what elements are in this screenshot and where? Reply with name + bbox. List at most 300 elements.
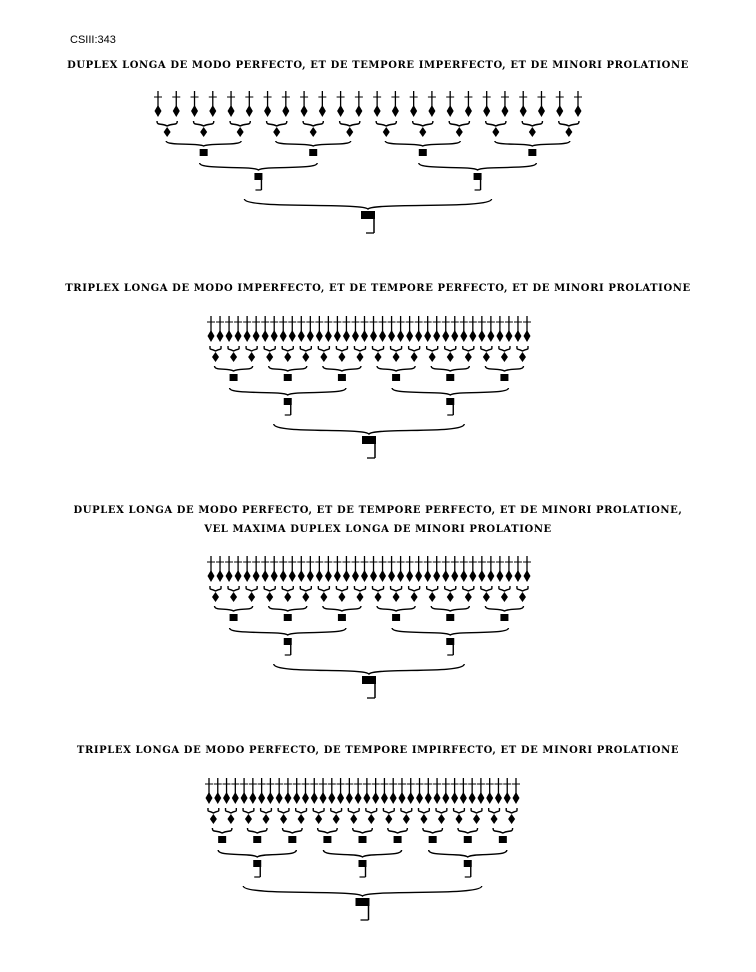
semibrevis-note bbox=[356, 592, 363, 602]
semibrevis-note bbox=[491, 814, 498, 824]
minim-note bbox=[374, 105, 381, 117]
semibrevis-note bbox=[320, 592, 327, 602]
minim-brace bbox=[413, 121, 433, 126]
minim-note bbox=[289, 570, 296, 582]
semibrevis-note bbox=[284, 352, 291, 362]
minim-note bbox=[343, 570, 350, 582]
minim-note bbox=[311, 792, 318, 804]
minim-note bbox=[253, 330, 260, 342]
brevis-note bbox=[288, 836, 296, 843]
semibrevis-note bbox=[411, 352, 418, 362]
brevis-brace bbox=[392, 388, 508, 395]
longa-brace bbox=[243, 886, 482, 896]
minim-brace bbox=[499, 346, 510, 351]
minim-note bbox=[307, 570, 314, 582]
minim-note bbox=[235, 570, 242, 582]
minim-note bbox=[328, 792, 335, 804]
minim-note bbox=[337, 792, 344, 804]
minim-note bbox=[258, 792, 265, 804]
minim-note bbox=[478, 570, 485, 582]
minim-note bbox=[355, 105, 362, 117]
minim-note bbox=[465, 105, 472, 117]
semibrevis-brace bbox=[431, 366, 469, 371]
semibrevis-note bbox=[456, 127, 463, 137]
minim-brace bbox=[517, 346, 528, 351]
brevis-note bbox=[500, 614, 508, 621]
minim-brace bbox=[340, 121, 360, 126]
brevis-note bbox=[338, 374, 346, 381]
minim-brace bbox=[318, 586, 329, 591]
semibrevis-note bbox=[419, 127, 426, 137]
longa-brace bbox=[244, 199, 491, 209]
minim-note bbox=[381, 792, 388, 804]
minim-note bbox=[334, 330, 341, 342]
brevis-note bbox=[218, 836, 226, 843]
minim-brace bbox=[318, 346, 329, 351]
semibrevis-brace bbox=[485, 366, 523, 371]
section-3-title-line-1: DUPLEX LONGA DE MODO PERFECTO, ET DE TEMPORE PERFECTO, ET DE MINORI PROLATIONE, bbox=[73, 505, 683, 516]
minim-note bbox=[538, 105, 545, 117]
minim-brace bbox=[348, 808, 359, 813]
minim-brace bbox=[463, 586, 474, 591]
minim-brace bbox=[522, 121, 542, 126]
longa-brace bbox=[274, 664, 465, 674]
minim-note bbox=[267, 792, 274, 804]
minim-note bbox=[451, 792, 458, 804]
semibrevis-brace bbox=[283, 828, 303, 833]
minim-note bbox=[487, 330, 494, 342]
minim-note bbox=[346, 792, 353, 804]
minim-note bbox=[447, 105, 454, 117]
minim-note bbox=[556, 105, 563, 117]
minim-note bbox=[363, 792, 370, 804]
minim-note bbox=[301, 105, 308, 117]
semibrevis-note bbox=[385, 814, 392, 824]
section-3-diagram bbox=[0, 550, 756, 700]
minim-note bbox=[575, 105, 582, 117]
minim-note bbox=[520, 105, 527, 117]
minim-note bbox=[433, 330, 440, 342]
minim-note bbox=[406, 330, 413, 342]
minim-note bbox=[361, 570, 368, 582]
minim-note bbox=[241, 792, 248, 804]
longa-note bbox=[359, 860, 367, 867]
longa-note bbox=[284, 398, 292, 405]
minim-note bbox=[337, 105, 344, 117]
brevis-note bbox=[323, 836, 331, 843]
minim-note bbox=[495, 792, 502, 804]
minim-note bbox=[505, 330, 512, 342]
minim-brace bbox=[445, 346, 456, 351]
minim-note bbox=[264, 105, 271, 117]
minim-note bbox=[460, 792, 467, 804]
section-4-title: TRIPLEX LONGA DE MODO PERFECTO, DE TEMPORE IMPIRFECTO, ET DE MINORI PROLATIONE bbox=[76, 745, 680, 756]
minim-brace bbox=[336, 586, 347, 591]
semibrevis-brace bbox=[423, 828, 443, 833]
minim-note bbox=[442, 570, 449, 582]
longa-note bbox=[254, 173, 262, 180]
minim-note bbox=[433, 570, 440, 582]
semibrevis-note bbox=[302, 352, 309, 362]
semibrevis-note bbox=[302, 592, 309, 602]
semibrevis-brace bbox=[388, 828, 408, 833]
minim-note bbox=[262, 570, 269, 582]
semibrevis-note bbox=[266, 592, 273, 602]
minim-note bbox=[155, 105, 162, 117]
semibrevis-note bbox=[519, 352, 526, 362]
semibrevis-note bbox=[280, 814, 287, 824]
minim-brace bbox=[300, 346, 311, 351]
maxima-note bbox=[361, 211, 375, 219]
brevis-note bbox=[500, 374, 508, 381]
semibrevis-note bbox=[230, 352, 237, 362]
minim-note bbox=[424, 570, 431, 582]
semibrevis-brace bbox=[215, 606, 253, 611]
semibrevis-note bbox=[455, 814, 462, 824]
minim-brace bbox=[228, 586, 239, 591]
semibrevis-brace bbox=[323, 366, 361, 371]
minim-note bbox=[460, 330, 467, 342]
semibrevis-note bbox=[284, 592, 291, 602]
semibrevis-note bbox=[403, 814, 410, 824]
minim-brace bbox=[267, 121, 287, 126]
semibrevis-note bbox=[310, 127, 317, 137]
minim-note bbox=[262, 330, 269, 342]
minim-brace bbox=[463, 346, 474, 351]
semibrevis-note bbox=[438, 814, 445, 824]
semibrevis-brace bbox=[377, 606, 415, 611]
minim-note bbox=[398, 792, 405, 804]
semibrevis-brace bbox=[212, 828, 232, 833]
minim-note bbox=[355, 792, 362, 804]
minim-note bbox=[284, 792, 291, 804]
minim-brace bbox=[401, 808, 412, 813]
minim-note bbox=[469, 330, 476, 342]
minim-brace bbox=[208, 808, 219, 813]
minim-brace bbox=[409, 586, 420, 591]
semibrevis-brace bbox=[377, 366, 415, 371]
minim-note bbox=[249, 792, 256, 804]
page-reference: CSIII:343 bbox=[70, 34, 116, 46]
semibrevis-note bbox=[508, 814, 515, 824]
longa-brace bbox=[274, 424, 465, 434]
minim-note bbox=[397, 330, 404, 342]
minim-brace bbox=[354, 586, 365, 591]
minim-note bbox=[325, 330, 332, 342]
brevis-note bbox=[200, 149, 208, 156]
semibrevis-note bbox=[237, 127, 244, 137]
minim-note bbox=[307, 330, 314, 342]
minim-brace bbox=[194, 121, 214, 126]
minim-note bbox=[223, 792, 230, 804]
semibrevis-note bbox=[298, 814, 305, 824]
minim-brace bbox=[354, 346, 365, 351]
minim-brace bbox=[454, 808, 465, 813]
semibrevis-note bbox=[230, 592, 237, 602]
minim-note bbox=[416, 792, 423, 804]
semibrevis-note bbox=[383, 127, 390, 137]
minim-note bbox=[514, 570, 521, 582]
semibrevis-brace bbox=[353, 828, 373, 833]
minim-note bbox=[478, 330, 485, 342]
semibrevis-note bbox=[393, 352, 400, 362]
minim-brace bbox=[264, 586, 275, 591]
brevis-note bbox=[419, 149, 427, 156]
semibrevis-brace bbox=[318, 828, 338, 833]
minim-brace bbox=[486, 121, 506, 126]
semibrevis-note bbox=[565, 127, 572, 137]
minim-brace bbox=[445, 586, 456, 591]
brevis-note bbox=[309, 149, 317, 156]
minim-note bbox=[524, 570, 531, 582]
longa-note bbox=[446, 638, 454, 645]
minim-note bbox=[282, 105, 289, 117]
minim-note bbox=[214, 792, 221, 804]
minim-brace bbox=[261, 808, 272, 813]
minim-note bbox=[244, 330, 251, 342]
minim-brace bbox=[210, 346, 221, 351]
minim-note bbox=[226, 330, 233, 342]
minim-note bbox=[228, 105, 235, 117]
brevis-note bbox=[464, 836, 472, 843]
section-3-title-line-2: VEL MAXIMA DUPLEX LONGA DE MINORI PROLATIONE bbox=[204, 524, 552, 535]
minim-brace bbox=[264, 346, 275, 351]
minim-brace bbox=[383, 808, 394, 813]
minim-note bbox=[206, 792, 213, 804]
minim-note bbox=[392, 105, 399, 117]
semibrevis-note bbox=[375, 352, 382, 362]
minim-brace bbox=[376, 121, 396, 126]
minim-note bbox=[370, 570, 377, 582]
brevis-note bbox=[284, 374, 292, 381]
minim-note bbox=[388, 330, 395, 342]
minim-note bbox=[289, 330, 296, 342]
semibrevis-note bbox=[210, 814, 217, 824]
minim-brace bbox=[296, 808, 307, 813]
brevis-note bbox=[394, 836, 402, 843]
section-1-title: DUPLEX LONGA DE MODO PERFECTO, ET DE TEMPORE IMPERFECTO, ET DE MINORI PROLATIONE bbox=[67, 60, 689, 71]
semibrevis-brace bbox=[458, 828, 478, 833]
semibrevis-note bbox=[164, 127, 171, 137]
semibrevis-note bbox=[375, 592, 382, 602]
minim-brace bbox=[228, 346, 239, 351]
brevis-note bbox=[284, 614, 292, 621]
minim-note bbox=[320, 792, 327, 804]
brevis-note bbox=[359, 836, 367, 843]
semibrevis-note bbox=[273, 127, 280, 137]
minim-note bbox=[397, 570, 404, 582]
minim-brace bbox=[427, 586, 438, 591]
longa-note bbox=[446, 398, 454, 405]
semibrevis-note bbox=[492, 127, 499, 137]
minim-note bbox=[487, 570, 494, 582]
brevis-note bbox=[392, 614, 400, 621]
minim-brace bbox=[303, 121, 323, 126]
minim-note bbox=[483, 105, 490, 117]
semibrevis-note bbox=[429, 352, 436, 362]
semibrevis-note bbox=[411, 592, 418, 602]
minim-brace bbox=[278, 808, 289, 813]
semibrevis-note bbox=[333, 814, 340, 824]
longa-note bbox=[284, 638, 292, 645]
minim-brace bbox=[246, 586, 257, 591]
section-1-diagram bbox=[0, 85, 756, 235]
semibrevis-note bbox=[227, 814, 234, 824]
minim-brace bbox=[471, 808, 482, 813]
minim-note bbox=[244, 570, 251, 582]
minim-note bbox=[477, 792, 484, 804]
brevis-note bbox=[446, 614, 454, 621]
minim-note bbox=[451, 570, 458, 582]
minim-brace bbox=[282, 586, 293, 591]
minim-note bbox=[271, 570, 278, 582]
semibrevis-note bbox=[315, 814, 322, 824]
semibrevis-note bbox=[420, 814, 427, 824]
semibrevis-brace bbox=[493, 828, 513, 833]
minim-note bbox=[524, 330, 531, 342]
minim-brace bbox=[373, 586, 384, 591]
longa-note bbox=[464, 860, 472, 867]
semibrevis-brace bbox=[166, 141, 241, 146]
section-4-diagram bbox=[0, 772, 756, 932]
brevis-brace bbox=[230, 388, 346, 395]
minim-note bbox=[334, 570, 341, 582]
section-2-title: TRIPLEX LONGA DE MODO IMPERFECTO, ET DE TEMPORE PERFECTO, ET DE MINORI PROLATIONE bbox=[65, 283, 691, 294]
semibrevis-note bbox=[212, 352, 219, 362]
brevis-brace bbox=[392, 628, 508, 635]
semibrevis-note bbox=[200, 127, 207, 137]
minim-note bbox=[410, 105, 417, 117]
minim-note bbox=[424, 330, 431, 342]
minim-note bbox=[415, 570, 422, 582]
minim-note bbox=[379, 330, 386, 342]
brevis-note bbox=[446, 374, 454, 381]
minim-brace bbox=[157, 121, 177, 126]
minim-note bbox=[302, 792, 309, 804]
minim-note bbox=[469, 570, 476, 582]
semibrevis-note bbox=[447, 592, 454, 602]
minim-brace bbox=[313, 808, 324, 813]
semibrevis-note bbox=[346, 127, 353, 137]
minim-brace bbox=[366, 808, 377, 813]
minim-brace bbox=[481, 586, 492, 591]
minim-brace bbox=[481, 346, 492, 351]
semibrevis-note bbox=[245, 814, 252, 824]
minim-note bbox=[217, 330, 224, 342]
brevis-note bbox=[429, 836, 437, 843]
minim-note bbox=[298, 330, 305, 342]
minim-note bbox=[496, 570, 503, 582]
minim-note bbox=[352, 570, 359, 582]
longa-note bbox=[474, 173, 482, 180]
semibrevis-note bbox=[368, 814, 375, 824]
semibrevis-note bbox=[501, 352, 508, 362]
semibrevis-note bbox=[266, 352, 273, 362]
semibrevis-note bbox=[483, 592, 490, 602]
minim-brace bbox=[300, 586, 311, 591]
minim-note bbox=[352, 330, 359, 342]
minim-note bbox=[442, 330, 449, 342]
minim-note bbox=[280, 330, 287, 342]
semibrevis-note bbox=[320, 352, 327, 362]
minim-note bbox=[293, 792, 300, 804]
semibrevis-note bbox=[356, 352, 363, 362]
minim-brace bbox=[489, 808, 500, 813]
minim-note bbox=[343, 330, 350, 342]
semibrevis-brace bbox=[215, 366, 253, 371]
minim-note bbox=[501, 105, 508, 117]
semibrevis-brace bbox=[485, 606, 523, 611]
minim-brace bbox=[331, 808, 342, 813]
semibrevis-brace bbox=[323, 606, 361, 611]
minim-note bbox=[390, 792, 397, 804]
semibrevis-brace bbox=[276, 141, 351, 146]
minim-note bbox=[379, 570, 386, 582]
maxima-note bbox=[362, 436, 376, 444]
brevis-note bbox=[338, 614, 346, 621]
minim-note bbox=[469, 792, 476, 804]
minim-note bbox=[208, 570, 215, 582]
semibrevis-brace bbox=[431, 606, 469, 611]
minim-note bbox=[372, 792, 379, 804]
minim-note bbox=[415, 330, 422, 342]
minim-note bbox=[388, 570, 395, 582]
maxima-note bbox=[362, 676, 376, 684]
minim-brace bbox=[373, 346, 384, 351]
minim-note bbox=[460, 570, 467, 582]
maxima-note bbox=[356, 898, 370, 906]
minim-note bbox=[253, 570, 260, 582]
semibrevis-note bbox=[483, 352, 490, 362]
minim-note bbox=[319, 105, 326, 117]
brevis-note bbox=[230, 614, 238, 621]
minim-note bbox=[173, 105, 180, 117]
minim-note bbox=[280, 570, 287, 582]
semibrevis-note bbox=[263, 814, 270, 824]
semibrevis-note bbox=[248, 592, 255, 602]
semibrevis-brace bbox=[495, 141, 570, 146]
brevis-note bbox=[230, 374, 238, 381]
brevis-brace bbox=[230, 628, 346, 635]
semibrevis-note bbox=[529, 127, 536, 137]
semibrevis-note bbox=[465, 592, 472, 602]
minim-note bbox=[434, 792, 441, 804]
brevis-brace bbox=[200, 163, 318, 170]
minim-note bbox=[451, 330, 458, 342]
minim-note bbox=[425, 792, 432, 804]
brevis-note bbox=[392, 374, 400, 381]
brevis-note bbox=[253, 836, 261, 843]
minim-note bbox=[208, 330, 215, 342]
minim-brace bbox=[517, 586, 528, 591]
minim-note bbox=[209, 105, 216, 117]
semibrevis-note bbox=[393, 592, 400, 602]
semibrevis-note bbox=[519, 592, 526, 602]
minim-note bbox=[298, 570, 305, 582]
brevis-note bbox=[499, 836, 507, 843]
minim-brace bbox=[391, 346, 402, 351]
minim-note bbox=[316, 330, 323, 342]
minim-brace bbox=[226, 808, 237, 813]
semibrevis-brace bbox=[247, 828, 267, 833]
minim-note bbox=[232, 792, 239, 804]
minim-brace bbox=[243, 808, 254, 813]
minim-note bbox=[486, 792, 493, 804]
minim-note bbox=[325, 570, 332, 582]
minim-note bbox=[226, 570, 233, 582]
minim-note bbox=[191, 105, 198, 117]
semibrevis-note bbox=[473, 814, 480, 824]
